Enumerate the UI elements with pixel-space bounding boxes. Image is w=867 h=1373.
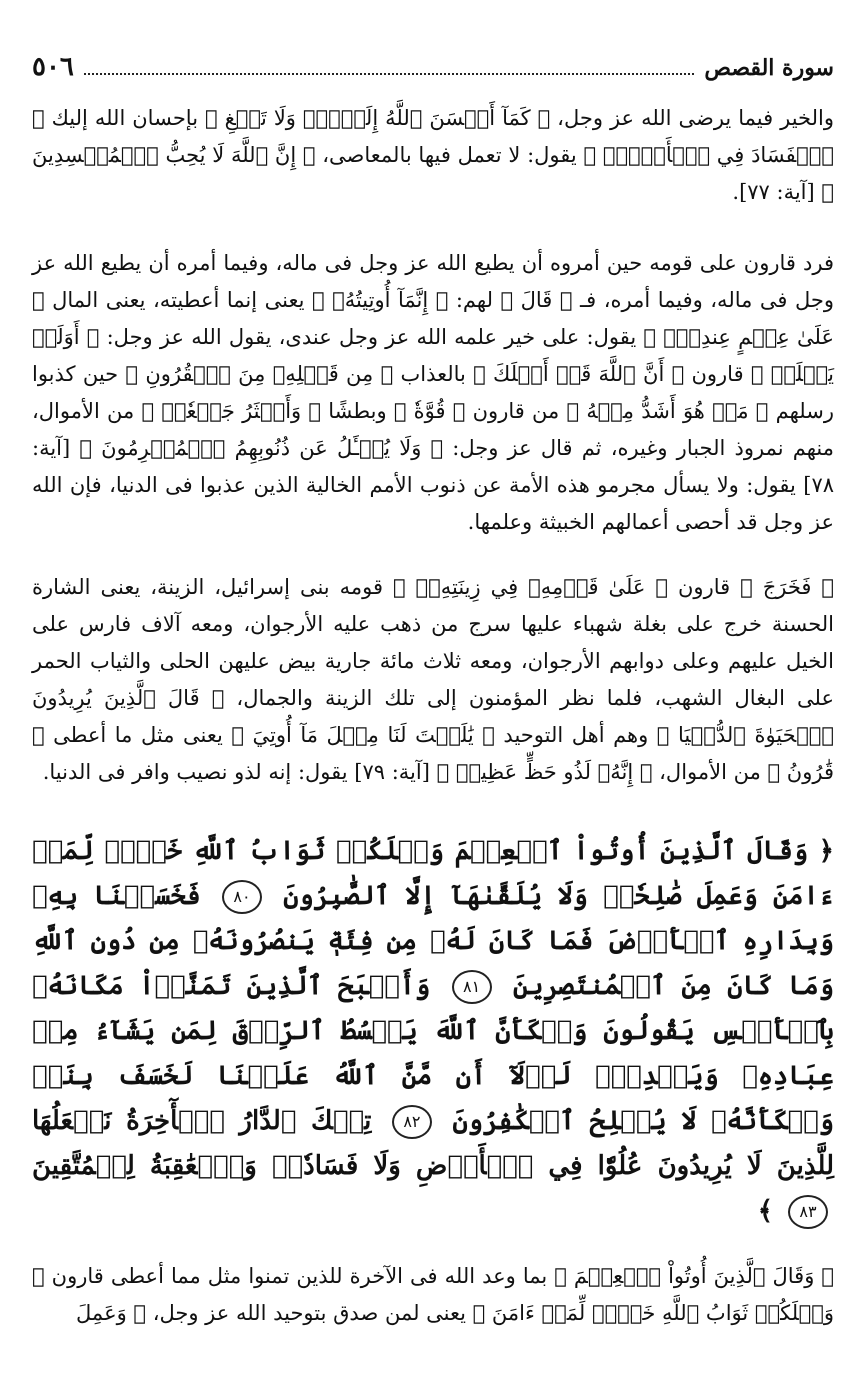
commentary-paragraph-3: ﴿ فَخَرَجَ ﴾ قارون ﴿ عَلَىٰ قَوۡمِهِۦ فِي زِينَتِهِۦۖ ﴾ قومه بنى إسرائيل، الزينة، يعنى الشارة الحسنة خرج على بغلة شهباء عليها سرج من ذهب عليه الأرجوان، ومعه آلاف فارس على الخيل عليهم وعلى دوابهم الأرجوان، ومعه ثلاث مائة جارية بيض عليهن الحلى والثياب الحمر على البغال الشهب، فلما نظر المؤمنون إلى تلك الزينة والجمال، ﴿ قَالَ ٱلَّذِينَ يُرِيدُونَ ٱلۡحَيَوٰةَ ٱلدُّنۡيَا ﴾ وهم أهل التوحيد ﴿ يَٰلَيۡتَ لَنَا مِثۡلَ مَآ أُوتِيَ ﴾ يعنى مثل ما أعطى ﴿ قَٰرُونُ ﴾ من الأموال، ﴿ إِنَّهُۥ لَذُو حَظٍّ عَظِيمٖ ﴾ [آية: ٧٩] يقول: إنه لذو نصيب وافر فى الدنيا. <box>32 575 834 784</box>
verse-text: ﴿ وَقَالَ ٱلَّذِينَ أُوتُواْ ٱلۡعِلۡمَ وَيۡلَكُمۡ ثَوَابُ ٱللَّهِ خَيۡرٞ لِّمَنۡ ءَامَنَ وَعَمِلَ صَٰلِحٗاۚ وَلَا يُلَقَّىٰهَآ إِلَّا ٱلصَّٰبِرُونَ <box>32 836 834 911</box>
surah-title: سورة القصص <box>704 55 834 81</box>
book-page <box>32 52 834 1332</box>
ayah-number-marker: ٨٣ <box>788 1195 828 1229</box>
ayah-number-marker: ٨٢ <box>392 1105 432 1139</box>
commentary-paragraph-2: فرد قارون على قومه حين أمروه أن يطيع الله عز وجل فى ماله، وفيما أمره أن يطيع الله عز وجل فى ماله، وفيما أمره، فـ ﴿ قَالَ ﴾ لهم: ﴿ إِنَّمَآ أُوتِيتُهُۥ ﴾ يعنى إنما أعطيته، يعنى المال ﴿ عَلَىٰ عِلۡمٍ عِندِيٓۚ ﴾ يقول: على خير علمه الله عز وجل عندى، يقول الله عز وجل: ﴿ أَوَلَمۡ يَعۡلَمۡ ﴾ قارون ﴿ أَنَّ ٱللَّهَ قَدۡ أَهۡلَكَ ﴾ بالعذاب ﴿ مِن قَبۡلِهِۦ مِنَ ٱلۡقُرُونِ ﴾ حين كذبوا رسلهم ﴿ مَنۡ هُوَ أَشَدُّ مِنۡهُ ﴾ من قارون ﴿ قُوَّةٗ ﴾ وبطشًا ﴿ وَأَكۡثَرُ جَمۡعٗاۚ ﴾ من الأموال، منهم نمروذ الجبار وغيره، ثم قال عز وجل: ﴿ وَلَا يُسۡـَٔلُ عَن ذُنُوبِهِمُ ٱلۡمُجۡرِمُونَ ﴾ [آية: ٧٨] يقول: ولا يسأل مجرمو هذه الأمة عن ذنوب الأمم الخالية الذين عذبوا فى الدنيا، فإن الله عز وجل قد أحصى أعمالهم الخبيثة وعلمها. <box>32 251 834 534</box>
page-header <box>32 52 834 96</box>
commentary-paragraph-1: والخير فيما يرضى الله عز وجل، ﴿ كَمَآ أَحۡسَنَ ٱللَّهُ إِلَيۡكَۖ وَلَا تَبۡغِ ﴾ بإحسان الله إليك ﴿ ٱلۡفَسَادَ فِي ٱلۡأَرۡضِۖ ﴾ يقول: لا تعمل فيها بالمعاصى، ﴿ إِنَّ ٱللَّهَ لَا يُحِبُّ ٱلۡمُفۡسِدِينَ ﴾ [آية: ٧٧]. <box>32 106 834 204</box>
closing-bracket: ﴾ <box>757 1196 773 1226</box>
ayah-number-marker: ٨٠ <box>222 880 262 914</box>
verse-text: تِلۡكَ ٱلدَّارُ ٱلۡأٓخِرَةُ نَجۡعَلُهَا لِلَّذِينَ لَا يُرِيدُونَ عُلُوّٗا فِي ٱلۡأَرۡضِ وَلَا فَسَادٗاۚ وَٱلۡعَٰقِبَةُ لِلۡمُتَّقِينَ <box>32 1106 834 1181</box>
ayah-number-marker: ٨١ <box>452 970 492 1004</box>
quran-verses-block <box>32 829 834 1234</box>
header-dotted-leader <box>84 72 695 75</box>
verse-text: وَأَصۡبَحَ ٱلَّذِينَ تَمَنَّوۡاْ مَكَانَهُۥ بِٱلۡأَمۡسِ يَقُولُونَ وَيۡكَأَنَّ ٱللَّهَ يَبۡسُطُ ٱلرِّزۡقَ لِمَن يَشَآءُ مِنۡ عِبَادِهِۦ وَيَقۡدِرُۖ لَوۡلَآ أَن مَّنَّ ٱللَّهُ عَلَيۡنَا لَخَسَفَ بِنَاۖ وَيۡكَأَنَّهُۥ لَا يُفۡلِحُ ٱلۡكَٰفِرُونَ <box>32 971 834 1136</box>
page-number: ٥٠٦ <box>32 52 74 82</box>
verse-text: فَخَسَفۡنَا بِهِۦ وَبِدَارِهِ ٱلۡأَرۡضَ فَمَا كَانَ لَهُۥ مِن فِئَةٖ يَنصُرُونَهُۥ مِن دُونِ ٱللَّهِ وَمَا كَانَ مِنَ ٱلۡمُنتَصِرِينَ <box>32 881 834 1001</box>
commentary-paragraph-4: ﴿ وَقَالَ ٱلَّذِينَ أُوتُواْ ٱلۡعِلۡمَ ﴾ بما وعد الله فى الآخرة للذين تمنوا مثل مما أعطى قارون ﴿ وَيۡلَكُمۡ ثَوَابُ ٱللَّهِ خَيۡرٞ لِّمَنۡ ءَامَنَ ﴾ يعنى لمن صدق بتوحيد الله عز وجل، ﴿ وَعَمِلَ <box>32 1264 834 1325</box>
